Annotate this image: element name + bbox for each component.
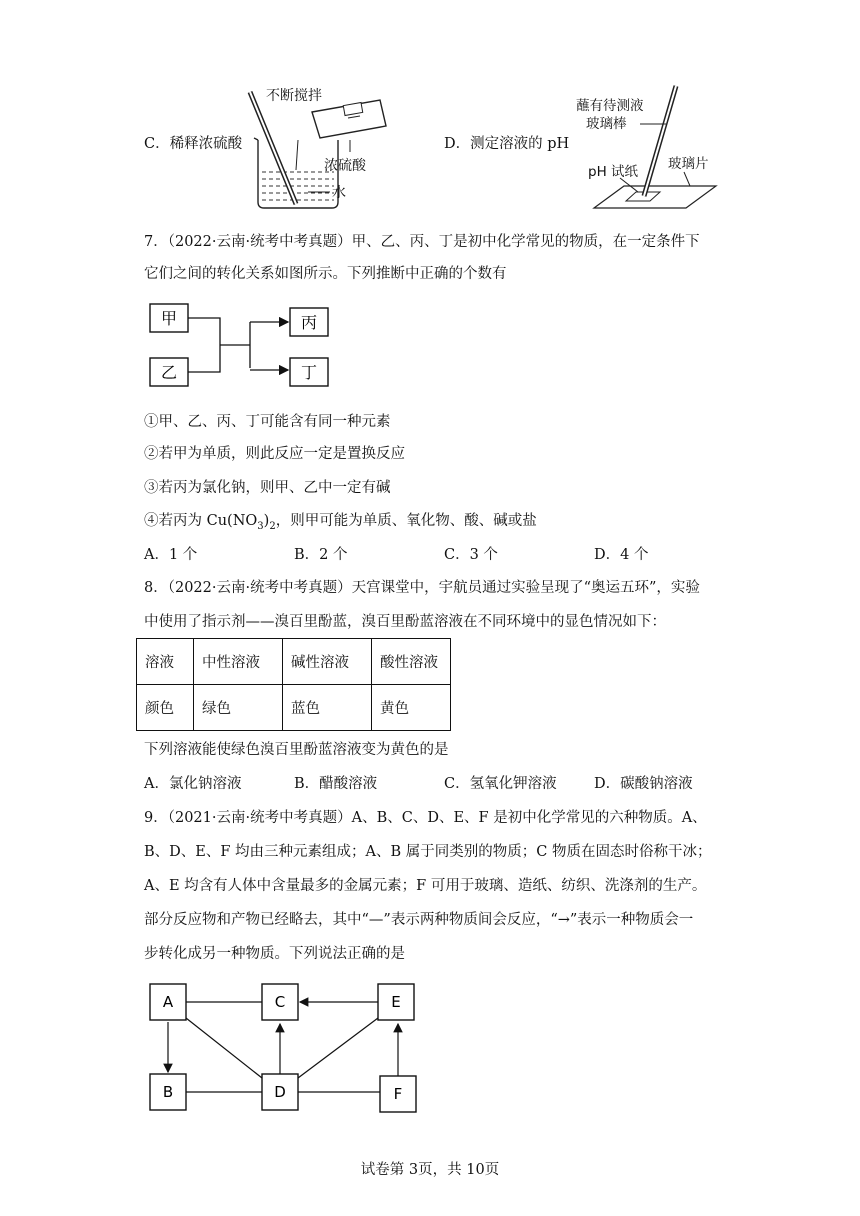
node-ding-label: 丁	[300, 363, 318, 382]
table-cell: 中性溶液	[194, 639, 283, 685]
q7-statement-4: ④若丙为 $Cu(NO_3)_2$，则甲可能为单质、氧化物、酸、碱或盐	[144, 513, 537, 532]
node-b-label: B	[162, 1083, 174, 1101]
table-cell: 黄色	[372, 685, 451, 731]
q7-statement-1: ①甲、乙、丙、丁可能含有同一种元素	[144, 414, 391, 430]
table-cell: 酸性溶液	[372, 639, 451, 685]
node-e-label: E	[391, 993, 401, 1011]
page-footer: 试卷第 3页，共 10页	[360, 1162, 500, 1178]
q9-line-5: 步转化成另一种物质。下列说法正确的是	[144, 946, 405, 962]
q8-option-a: A．氯化钠溶液	[144, 776, 242, 792]
q7-stem-line2: 它们之间的转化关系如图所示。下列推断中正确的个数有	[144, 266, 507, 282]
rod-label-1: 蘸有待测液	[576, 98, 644, 114]
q9-line-3: A、E 均含有人体中含量最多的金属元素；F 可用于玻璃、造纸、纺织、洗涤剂的生产。	[144, 878, 707, 894]
node-f-label: F	[393, 1085, 403, 1103]
q9-line-4: 部分反应物和产物已经略去，其中“—”表示两种物质间会反应，“→”表示一种物质会一	[144, 912, 694, 928]
q8-option-d: D．碳酸钠溶液	[594, 776, 693, 792]
q9-line-2: B、D、E、F 均由三种元素组成；A、B 属于同类别的物质；C 物质在固态时俗称干冰；	[144, 844, 712, 860]
q8-option-b: B．醋酸溶液	[294, 776, 378, 792]
ph-paper-label: pH 试纸	[588, 164, 639, 180]
indicator-color-table	[136, 638, 451, 731]
node-d-label: D	[274, 1083, 286, 1101]
q7-statement-2: ②若甲为单质，则此反应一定是置换反应	[144, 446, 405, 462]
q8-question: 下列溶液能使绿色溴百里酚蓝溶液变为黄色的是	[144, 742, 449, 758]
q9-relation-diagram	[144, 978, 424, 1122]
node-a-label: A	[162, 993, 174, 1011]
q8-option-c: C．氢氧化钾溶液	[444, 776, 557, 792]
table-cell: 碱性溶液	[283, 639, 372, 685]
table-cell: 颜色	[137, 685, 194, 731]
q7-statement-3: ③若丙为氯化钠，则甲、乙中一定有碱	[144, 480, 391, 496]
q6-option-c: C．稀释浓硫酸	[144, 136, 243, 152]
q8-stem-line2: 中使用了指示剂——溴百里酚蓝，溴百里酚蓝溶液在不同环境中的显色情况如下：	[144, 614, 666, 630]
q6-option-d: D．测定溶液的 pH	[444, 136, 570, 152]
table-cell: 蓝色	[283, 685, 372, 731]
node-bing-label: 丙	[300, 313, 318, 332]
stir-label: 不断搅拌	[266, 88, 322, 104]
q7-stem-line1: 7．（2022·云南·统考中考真题）甲、乙、丙、丁是初中化学常见的物质，在一定条件下	[144, 234, 700, 250]
q9-line-1: 9．（2021·云南·统考中考真题）A、B、C、D、E、F 是初中化学常见的六种物质。A、	[144, 810, 707, 826]
node-jia-label: 甲	[160, 309, 178, 328]
table-cell: 溶液	[137, 639, 194, 685]
q7-option-a: A．1 个	[144, 547, 198, 563]
dilute-acid-figure	[240, 82, 430, 214]
table-row	[137, 685, 451, 731]
glass-plate-label: 玻璃片	[668, 156, 709, 172]
acid-label: 浓硫酸	[324, 158, 366, 174]
table-cell: 绿色	[194, 685, 283, 731]
node-c-label: C	[274, 993, 286, 1011]
q7-option-c: C．3 个	[444, 547, 498, 563]
ph-test-figure	[574, 80, 724, 214]
rod-label-2: 玻璃棒	[586, 116, 627, 132]
q7-option-d: D．4 个	[594, 547, 649, 563]
water-label: 水	[332, 185, 346, 201]
node-yi-label: 乙	[160, 363, 178, 382]
q7-option-b: B．2 个	[294, 547, 348, 563]
q8-stem-line1: 8．（2022·云南·统考中考真题）天宫课堂中，宇航员通过实验呈现了“奥运五环”，实验	[144, 580, 700, 596]
q7-relation-diagram	[144, 298, 344, 394]
table-row	[137, 639, 451, 685]
